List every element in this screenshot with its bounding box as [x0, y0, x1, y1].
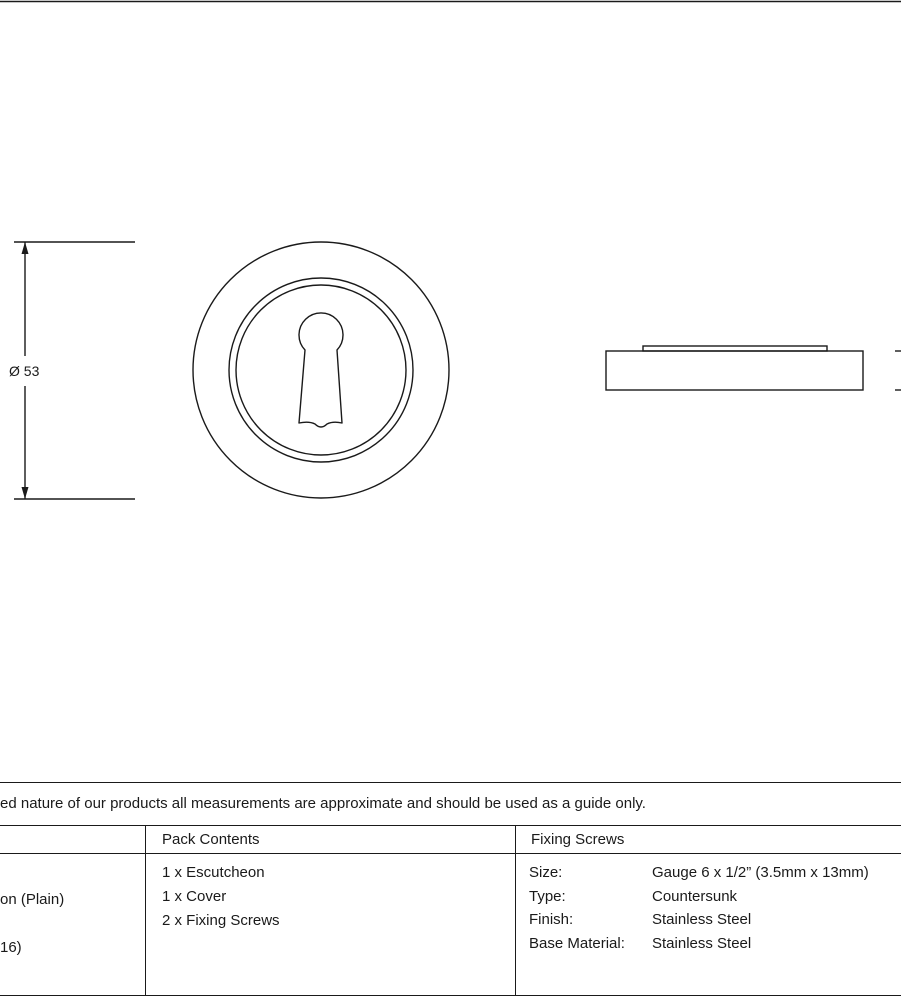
screw-spec-value: Gauge 6 x 1/2” (3.5mm x 13mm): [652, 864, 869, 881]
screw-spec-label: Size:: [529, 864, 563, 881]
escutcheon-outer-ring: [193, 242, 449, 498]
table-top-border: [0, 782, 901, 783]
screw-spec-value: Countersunk: [652, 888, 738, 905]
fixing-screws-header: Fixing Screws: [531, 831, 625, 848]
dimension-arrow-down: [22, 487, 29, 499]
table-header-top-border: [0, 825, 901, 826]
keyhole-outline: [299, 313, 343, 427]
pack-contents-header: Pack Contents: [162, 831, 260, 848]
product-name-fragment: on (Plain): [0, 891, 65, 908]
diameter-label: Ø 53: [9, 363, 40, 379]
column-divider-1: [145, 826, 146, 995]
dimension-arrow-up: [22, 242, 29, 254]
column-divider-2: [515, 826, 516, 995]
screw-spec-label: Base Material:: [529, 935, 625, 952]
side-view-base: [606, 351, 863, 390]
screw-spec-value: Stainless Steel: [652, 935, 752, 952]
pack-item: 2 x Fixing Screws: [162, 912, 280, 929]
pack-item: 1 x Escutcheon: [162, 864, 265, 881]
table-header-bottom-border: [0, 853, 901, 854]
escutcheon-rose-outer: [229, 278, 413, 462]
escutcheon-rose-inner: [236, 285, 406, 455]
measurement-notice: ed nature of our products all measurements are approximate and should be used as a guide only.: [0, 795, 646, 812]
table-bottom-border: [0, 995, 901, 996]
screw-spec-label: Finish:: [529, 911, 574, 928]
product-code-fragment: 16): [0, 939, 22, 956]
screw-spec-label: Type:: [529, 888, 566, 905]
side-view-cover: [643, 346, 827, 351]
pack-item: 1 x Cover: [162, 888, 227, 905]
screw-spec-value: Stainless Steel: [652, 911, 752, 928]
